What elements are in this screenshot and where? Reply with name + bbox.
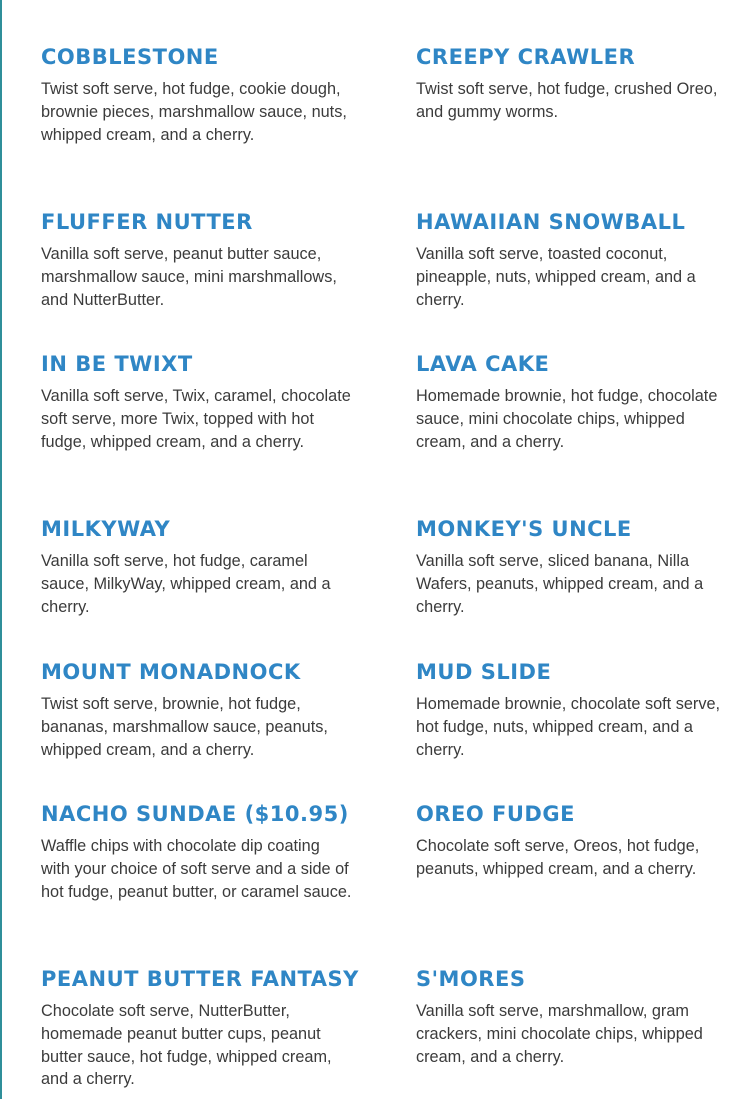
- menu-item-title: MILKYWAY: [41, 517, 171, 541]
- menu-item-title: CREEPY CRAWLER: [416, 45, 636, 69]
- menu-item-description: Twist soft serve, hot fudge, cookie dough, brownie pieces, marshmallow sauce, nuts, whipped cream, and a cherry.: [41, 80, 347, 144]
- menu-item-title: IN BE TWIXT: [41, 352, 193, 376]
- menu-item-mount-monadnock: [41, 659, 353, 761]
- menu-item-peanut-butter-fantasy: [41, 966, 359, 1091]
- menu-item-description: Chocolate soft serve, Oreos, hot fudge, peanuts, whipped cream, and a cherry.: [416, 837, 700, 878]
- menu-item-title: NACHO SUNDAE ($10.95): [41, 802, 349, 826]
- menu-item-fluffer-nutter: [41, 209, 353, 311]
- menu-item-title: FLUFFER NUTTER: [41, 210, 253, 234]
- menu-item-description: Waffle chips with chocolate dip coating with your choice of soft serve and a side of hot fudge, peanut butter, or caramel sauce.: [41, 837, 352, 901]
- menu-item-monkeys-uncle: [416, 516, 721, 618]
- menu-item-title: MONKEY'S UNCLE: [416, 517, 632, 541]
- menu-item-description: Twist soft serve, hot fudge, crushed Oreo, and gummy worms.: [416, 80, 718, 121]
- menu-item-description: Vanilla soft serve, toasted coconut, pineapple, nuts, whipped cream, and a cherry.: [416, 245, 696, 309]
- menu-item-title: PEANUT BUTTER FANTASY: [41, 967, 359, 991]
- menu-item-in-be-twixt: [41, 351, 353, 453]
- menu-item-milkyway: [41, 516, 353, 618]
- menu-item-title: COBBLESTONE: [41, 45, 219, 69]
- menu-item-title: MUD SLIDE: [416, 660, 552, 684]
- menu-item-title: HAWAIIAN SNOWBALL: [416, 210, 686, 234]
- menu-item-lava-cake: [416, 351, 721, 453]
- menu-item-cobblestone: [41, 44, 353, 146]
- menu-item-title: MOUNT MONADNOCK: [41, 660, 301, 684]
- menu-item-description: Vanilla soft serve, Twix, caramel, chocolate soft serve, more Twix, topped with hot fudge, whipped cream, and a cherry.: [41, 387, 351, 451]
- menu-item-description: Twist soft serve, brownie, hot fudge, bananas, marshmallow sauce, peanuts, whipped cream, and a cherry.: [41, 695, 328, 759]
- menu-item-description: Chocolate soft serve, NutterButter, homemade peanut butter cups, peanut butter sauce, hot fudge, whipped cream, and a cherry.: [41, 1002, 332, 1089]
- menu-item-description: Homemade brownie, chocolate soft serve, hot fudge, nuts, whipped cream, and a cherry.: [416, 695, 721, 759]
- left-border-rule: [0, 0, 2, 1099]
- menu-item-description: Homemade brownie, hot fudge, chocolate sauce, mini chocolate chips, whipped cream, and a cherry.: [416, 387, 718, 451]
- menu-item-title: S'MORES: [416, 967, 526, 991]
- menu-item-title: OREO FUDGE: [416, 802, 575, 826]
- menu-item-creepy-crawler: [416, 44, 721, 124]
- menu-item-title: LAVA CAKE: [416, 352, 550, 376]
- menu-item-description: Vanilla soft serve, peanut butter sauce, marshmallow sauce, mini marshmallows, and NutterButter.: [41, 245, 337, 309]
- menu-item-oreo-fudge: [416, 801, 721, 881]
- menu-item-mud-slide: [416, 659, 721, 761]
- menu-item-description: Vanilla soft serve, sliced banana, Nilla Wafers, peanuts, whipped cream, and a cherry.: [416, 552, 704, 616]
- menu-item-nacho-sundae: [41, 801, 353, 903]
- menu-item-hawaiian-snowball: [416, 209, 721, 311]
- menu-item-description: Vanilla soft serve, marshmallow, gram crackers, mini chocolate chips, whipped cream, and a cherry.: [416, 1002, 703, 1066]
- menu-item-smores: [416, 966, 721, 1068]
- menu-item-description: Vanilla soft serve, hot fudge, caramel sauce, MilkyWay, whipped cream, and a cherry.: [41, 552, 331, 616]
